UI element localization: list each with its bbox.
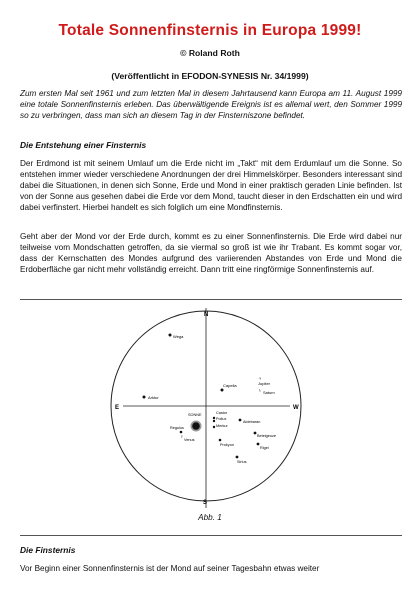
label-saturn: Saturn (263, 390, 275, 395)
star-capella (221, 389, 224, 392)
star-pollux (213, 420, 215, 422)
label-aldebaran: Aldebaran (243, 420, 261, 424)
paragraph-finsternis-1: Vor Beginn einer Sonnenfinsternis ist der Mond auf seiner Tagesbahn etwas weiter (20, 564, 320, 573)
star-regulus (180, 431, 183, 434)
section-heading-finsternis: Die Finsternis (20, 545, 76, 555)
label-sirius: Sirius (237, 460, 247, 464)
intro-paragraph: Zum ersten Mal seit 1961 und zum letzten Mal in diesem Jahrtausend kann Europa am 11. August 1999 eine totale Sonnenfinsternis erleben. Das überwältigende Ereignis ist es allemal wert, den Sommer 1999 so zu verbringen, dass man sich an diesem Tag in der Finsterniszone befindet. (20, 89, 402, 120)
star-beteigeuze (254, 432, 257, 435)
venus-symbol-icon: ♀ (180, 434, 184, 440)
sky-chart (0, 308, 420, 508)
paragraph-entstehung-2: Geht aber der Mond vor der Erde durch, kommt es zu einer Sonnenfinsternis. Die Erde wird dabei nur teilweise vom Mondschatten getroffen, da sie viermal so groß ist wie ihr Trabant. Es kommt sogar vor, dass der Kernschatten des Mondes aufgrund des variierenden Abstandes von Erde und Mond die Erdoberfläche gar nicht mehr vollständig erreicht. Dann tritt eine ringförmige Sonnenfinsternis auf. (20, 232, 402, 274)
label-regulus: Regulus (170, 426, 184, 430)
star-sirius (236, 456, 239, 459)
figure-caption: Abb. 1 (198, 513, 222, 522)
saturn-symbol-icon: ♄ (258, 388, 262, 394)
star-wega (169, 334, 172, 337)
star-aldebaran (239, 419, 242, 422)
label-venus: Venus (184, 438, 195, 442)
publication-note: (Veröffentlicht in EFODON-SYNESIS Nr. 34/1999) (111, 71, 309, 81)
label-castor: Castor (216, 411, 228, 415)
star-arktur (143, 396, 146, 399)
direction-south: S (203, 500, 208, 506)
label-beteigeuze: Beteigeuze (257, 434, 276, 438)
label-rigel: Rigel (260, 446, 269, 450)
jupiter-symbol-icon: ♃ (258, 376, 262, 382)
label-merkur: Merkur (216, 424, 228, 428)
star-castor (213, 417, 215, 419)
star-prokyon (219, 439, 222, 442)
sky-chart-figure (0, 308, 420, 508)
divider-top (20, 299, 402, 300)
sun-moon-disc (192, 422, 200, 430)
author-line: © Roland Roth (180, 48, 240, 58)
label-jupiter: Jupiter (258, 381, 271, 386)
label-pollux: Pollux (216, 417, 227, 421)
label-prokyon: Prokyon (220, 443, 234, 447)
divider-bottom (20, 535, 402, 536)
direction-east: E (115, 405, 120, 411)
label-wega: Wega (173, 334, 184, 339)
label-sonne: SONNE (188, 413, 202, 417)
label-capella: Capella (223, 383, 237, 388)
star-rigel (257, 443, 260, 446)
planet-merkur (213, 426, 215, 428)
section-heading-entstehung: Die Entstehung einer Finsternis (20, 140, 147, 150)
direction-north: N (204, 312, 209, 318)
page-title: Totale Sonnenfinsternis in Europa 1999! (58, 22, 362, 39)
direction-west: W (293, 405, 299, 411)
label-arktur: Arktur (148, 395, 159, 400)
paragraph-entstehung-1: Der Erdmond ist mit seinem Umlauf um die Erde nicht im „Takt“ mit dem Erdumlauf um die Sonne. So entstehen immer wieder verschiedene Anordnungen der drei Himmelskörper. Besonders interessant sind dabei die Situationen, in denen sich Sonne, Erde und Mond in einer praktisch geraden Linie befinden. Ist von der Sonne aus gesehen dabei die Erde vor dem Mond, taucht dieser in den Erdschatten ein und wird dabei verfinstert. Hierbei handelt es sich folglich um eine Mondfinsternis. (20, 159, 402, 212)
